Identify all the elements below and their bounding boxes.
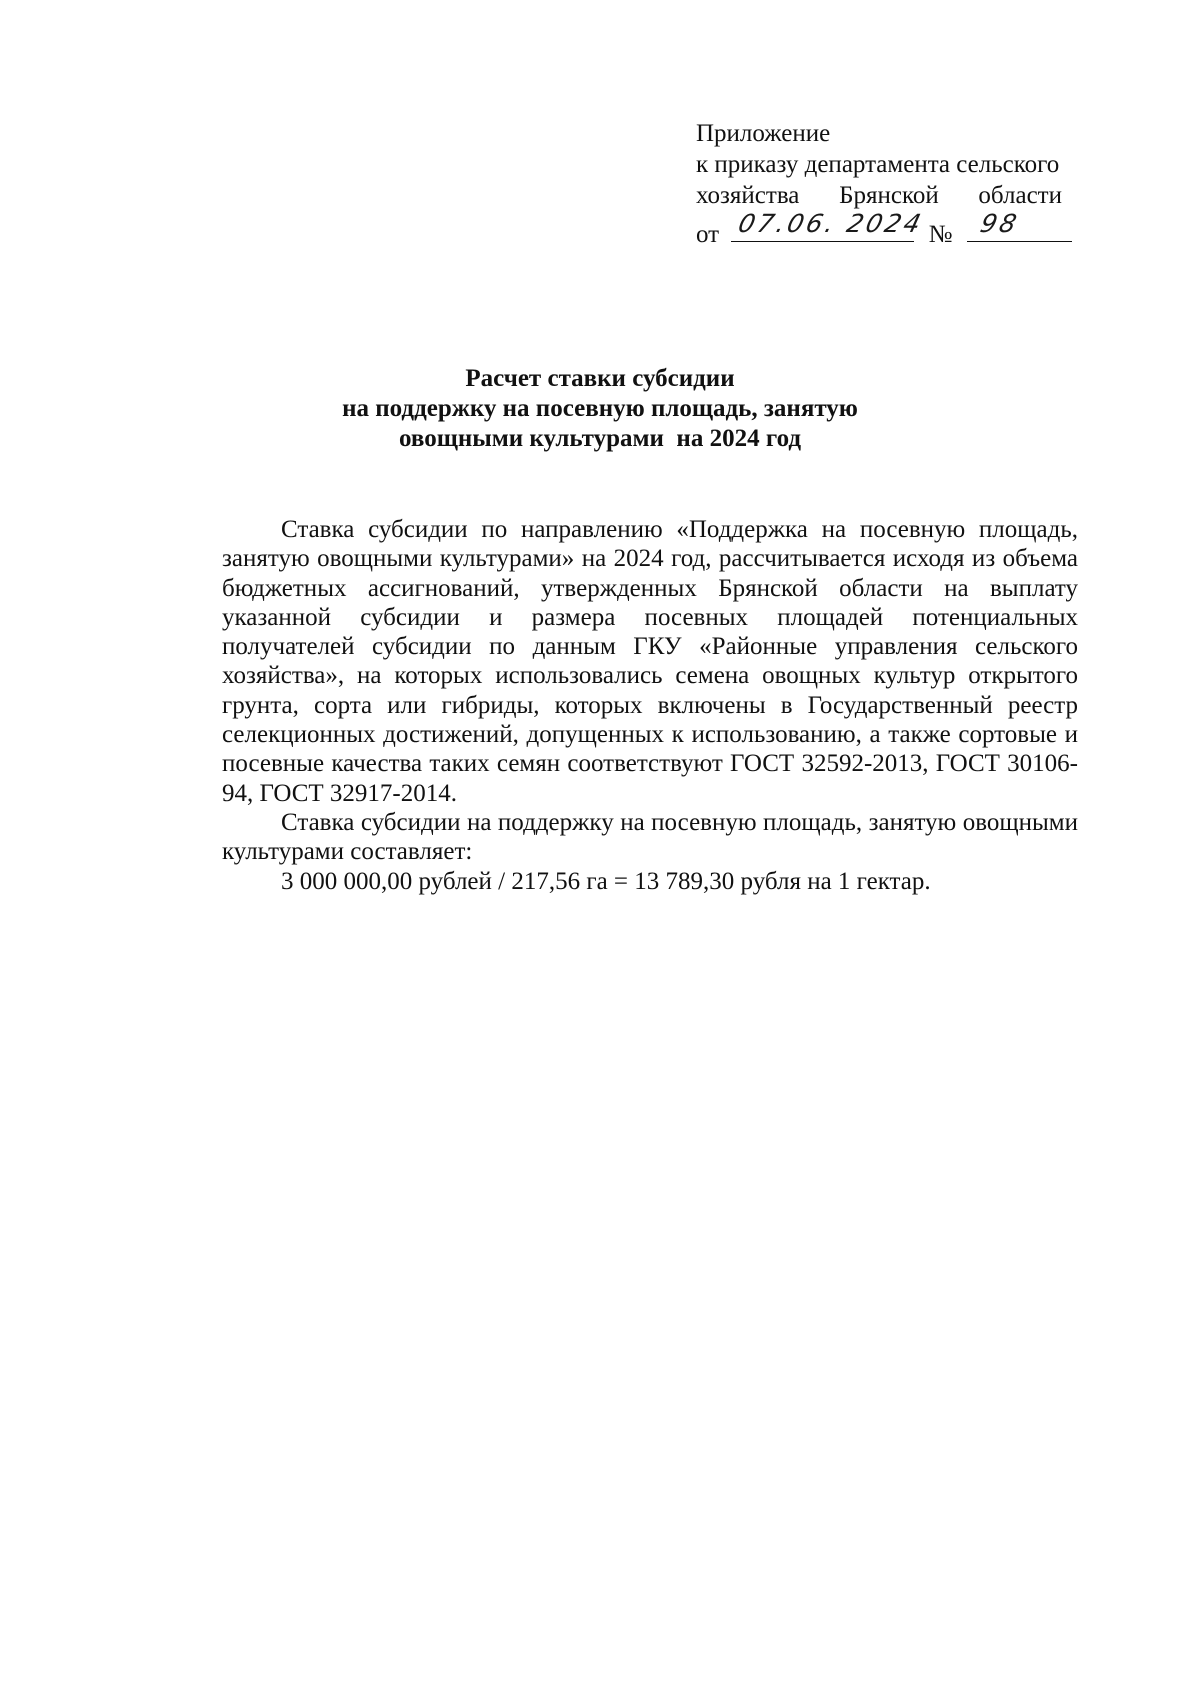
order-date-field: [731, 209, 928, 242]
number-label: №: [928, 221, 953, 248]
body-paragraph-2: Ставка субсидии на поддержку на посевную площадь, занятую овощными культурами составляет:: [222, 808, 1078, 866]
appendix-department-word-2: Брянской: [839, 182, 939, 209]
document-body: [222, 515, 1078, 896]
subsidy-rate-formula: 3 000 000,00 рублей / 217,56 га = 13 789,30 рубля на 1 гектар.: [281, 867, 931, 895]
body-paragraph-1: Ставка субсидии по направлению «Поддержка на посевную площадь, занятую овощными культурами» на 2024 год, рассчитывается исходя из объема бюджетных ассигнований, утвержденных Брянской области на выплату указанной субсидии и размера посевных площадей потенциальных получателей субсидии по данным ГКУ «Районные управления сельского хозяйства», на которых использовались семена овощных культур открытого грунта, сорта или гибриды, которых включены в Государственный реестр селекционных достижений, допущенных к использованию, а также сортовые и посевные качества таких семян соответствуют ГОСТ 32592-2013, ГОСТ 30106-94, ГОСТ 32917-2014.: [222, 516, 1078, 807]
order-date-handwritten: 07.06. 2024: [735, 209, 928, 238]
title-line-2: на поддержку на посевную площадь, занятую: [342, 395, 858, 422]
appendix-department: [696, 180, 1062, 211]
appendix-label: Приложение: [696, 120, 831, 147]
title-line-1: Расчет ставки субсидии: [465, 365, 735, 392]
order-number-handwritten: 98: [977, 209, 1023, 238]
title-line-3: овощными культурами на 2024 год: [399, 425, 801, 452]
appendix-header: [696, 118, 1096, 250]
order-number-field: [967, 211, 1072, 242]
document-title: [0, 364, 1200, 454]
appendix-department-word-1: хозяйства: [696, 182, 800, 209]
appendix-order-ref: к приказу департамента сельского: [696, 151, 1060, 178]
from-label: от: [696, 221, 720, 248]
order-date-number-row: [696, 211, 1096, 250]
appendix-department-word-3: области: [978, 182, 1062, 209]
